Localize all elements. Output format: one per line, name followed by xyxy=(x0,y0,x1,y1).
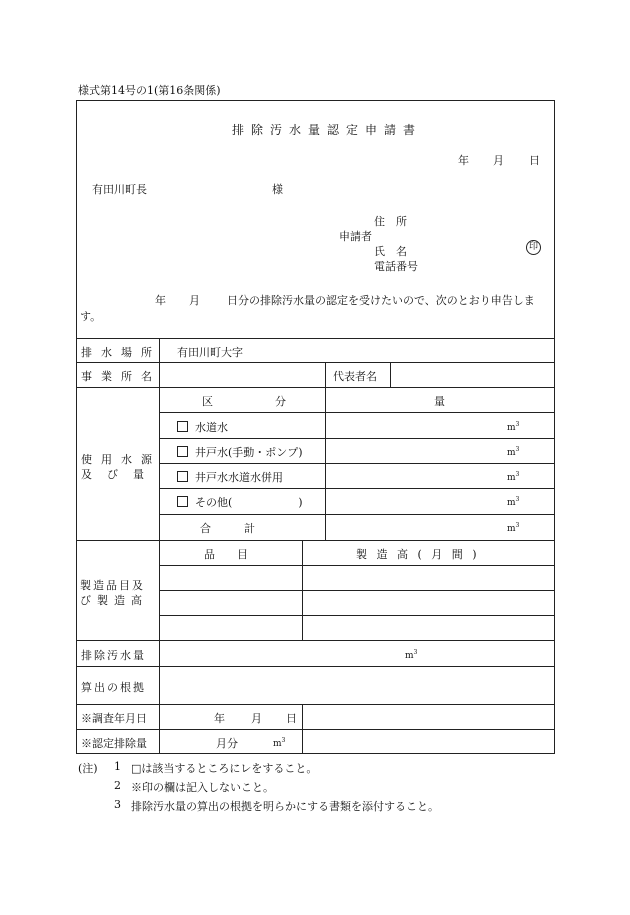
discharge-place-value: 有田川町大字 xyxy=(177,346,243,359)
survey-date-label: ※調査年月日 xyxy=(81,712,147,725)
date-year-label: 年 xyxy=(458,154,469,167)
water-source-label-1: 使用水源 xyxy=(81,453,161,466)
water-source-label-2: 及び量 xyxy=(81,468,159,481)
seal-mark: 印 xyxy=(526,240,541,255)
request-year: 年 xyxy=(155,294,166,307)
date-month-label: 月 xyxy=(493,154,504,167)
unit-m3: $m^3$ xyxy=(405,649,418,661)
phone-label: 電話番号 xyxy=(374,260,418,273)
form-title: 排除汚水量認定申請書 xyxy=(232,123,423,137)
water-row-tap: 水道水 xyxy=(177,419,228,435)
sewage-amount-label: 排除汚水量 xyxy=(81,649,146,662)
checkbox[interactable] xyxy=(177,421,188,432)
approved-amount-label: ※認定排除量 xyxy=(81,737,147,750)
discharge-place-label: 排水場所 xyxy=(81,346,161,359)
name-label: 氏 名 xyxy=(374,245,407,258)
unit-m3: $m^3$ xyxy=(273,737,286,749)
request-month: 月 xyxy=(189,294,200,307)
survey-year: 年 xyxy=(214,712,225,725)
note-1-number: 1 xyxy=(114,760,121,773)
checkbox[interactable] xyxy=(177,471,188,482)
note-2-number: 2 xyxy=(114,779,121,792)
unit-m3: $m^3$ xyxy=(507,421,520,433)
address-label: 住 所 xyxy=(374,215,407,228)
checkbox[interactable] xyxy=(177,446,188,457)
approved-month-unit: 月分 xyxy=(216,737,238,750)
request-text-line1: 日分の排除汚水量の認定を受けたいので、次のとおり申告しま xyxy=(227,294,535,307)
unit-m3: $m^3$ xyxy=(507,496,520,508)
products-label-1: 製造品目及 xyxy=(80,579,145,592)
unit-m3: $m^3$ xyxy=(507,471,520,483)
products-label-2: び製造高 xyxy=(80,594,148,607)
form-frame xyxy=(76,100,555,754)
business-name-label: 事業所名 xyxy=(81,370,161,383)
water-row-combined: 井戸水水道水併用 xyxy=(177,469,283,485)
unit-m3: $m^3$ xyxy=(507,446,520,458)
note-3-text: 排除汚水量の算出の根拠を明らかにする書類を添付すること。 xyxy=(131,800,439,813)
date-day-label: 日 xyxy=(529,154,540,167)
note-2-text: ※印の欄は記入しないこと。 xyxy=(131,781,274,794)
product-item-header: 品 目 xyxy=(204,548,248,561)
request-text-line2: す。 xyxy=(80,310,102,323)
note-3-number: 3 xyxy=(114,798,121,811)
applicant-label: 申請者 xyxy=(339,230,372,243)
water-row-other: その他( ) xyxy=(177,494,303,510)
survey-day: 日 xyxy=(286,712,297,725)
unit-m3: $m^3$ xyxy=(507,522,520,534)
note-1-text: □は該当するところにレをすること。 xyxy=(131,762,318,775)
category-header: 区分 xyxy=(202,395,348,408)
addressee-honorific: 様 xyxy=(272,183,283,196)
form-number: 様式第14号の1(第16条関係) xyxy=(78,84,221,97)
notes-prefix: (注) xyxy=(78,762,98,775)
survey-month: 月 xyxy=(251,712,262,725)
checkbox[interactable] xyxy=(177,496,188,507)
water-row-well: 井戸水(手動・ポンプ) xyxy=(177,444,303,460)
addressee-name: 有田川町長 xyxy=(92,183,147,196)
production-amount-header: 製 造 高 ( 月 間 ) xyxy=(356,548,480,561)
total-label: 合 計 xyxy=(200,522,255,535)
representative-label: 代表者名 xyxy=(333,370,377,383)
calculation-basis-label: 算出の根拠 xyxy=(81,681,146,694)
amount-header: 量 xyxy=(434,395,445,408)
